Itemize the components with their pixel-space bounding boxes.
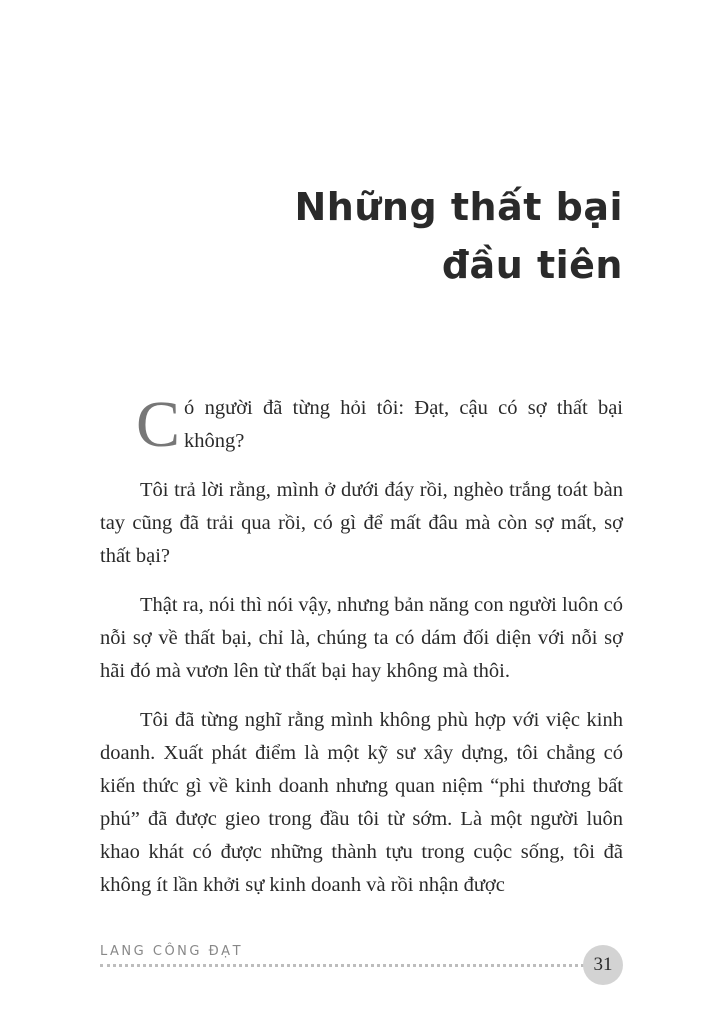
drop-cap: C	[136, 388, 181, 461]
page-number-badge: 31	[583, 945, 623, 985]
paragraph-1-text: ó người đã từng hỏi tôi: Đạt, cậu có sợ thất bại không?	[184, 397, 623, 452]
chapter-title	[294, 178, 623, 294]
chapter-title-line-1: Những thất bại	[294, 185, 623, 229]
chapter-title-line-2: đầu tiên	[441, 243, 623, 287]
body-text	[100, 388, 623, 918]
paragraph-2: Tôi trả lời rằng, mình ở dưới đáy rồi, nghèo trắng toát bàn tay cũng đã trải qua rồi, có gì để mất đâu mà còn sợ mất, sợ thất bại?	[100, 479, 623, 567]
paragraph-1	[100, 388, 623, 461]
footer-dotted-rule	[100, 964, 584, 967]
paragraph-3: Thật ra, nói thì nói vậy, nhưng bản năng con người luôn có nỗi sợ về thất bại, chỉ là, chúng ta có dám đối diện với nỗi sợ hãi đó mà vươn lên từ thất bại hay không mà thôi.	[100, 594, 623, 682]
footer-author: LANG CÔNG ĐẠT	[100, 944, 244, 959]
page-footer	[100, 942, 623, 986]
paragraph-4: Tôi đã từng nghĩ rằng mình không phù hợp với việc kinh doanh. Xuất phát điểm là một kỹ sư xây dựng, tôi chẳng có kiến thức gì về kinh doanh nhưng quan niệm “phi thương bất phú” đã được gieo trong đầu tôi từ sớm. Là một người luôn khao khát có được những thành tựu trong cuộc sống, tôi đã không ít lần khởi sự kinh doanh và rồi nhận được	[100, 709, 623, 896]
